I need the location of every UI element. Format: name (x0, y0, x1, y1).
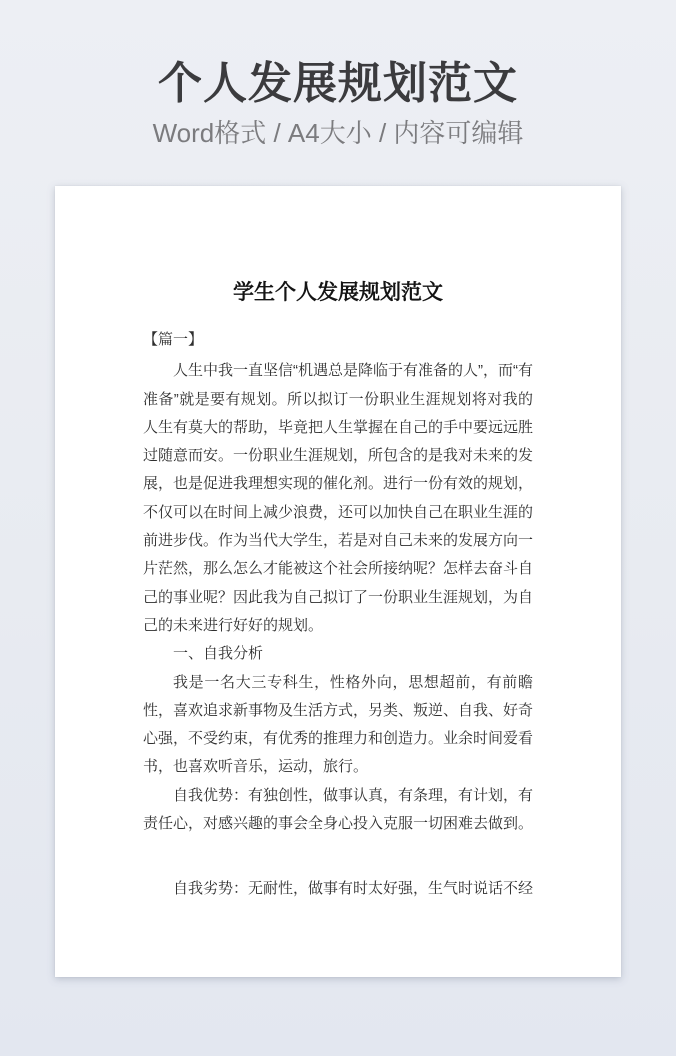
paragraph: 自我劣势：无耐性，做事有时太好强，生气时说话不经 (173, 880, 534, 898)
paragraph: 我是一名大三专科生，性格外向，思想超前，有前瞻性，喜欢追求新事物及生活方式，另类、叛逆、自我、好奇心强，不受约束，有优秀的推理力和创造力。业余时间爱看书，也喜欢听音乐，运动，旅行。 (143, 673, 534, 776)
document-preview-page[interactable] (55, 186, 621, 977)
paragraph: 一、自我分析 (173, 645, 264, 663)
paragraph: 人生中我一直坚信“机遇总是降临于有准备的人”，而“有准备”就是要有规划。所以拟订一份职业生涯规划将对我的人生有莫大的帮助，毕竟把人生掌握在自己的手中要远远胜过随意而安。一份职业生涯规划，所包含的是我对未来的发展，也是促进我理想实现的催化剂。进行一份有效的规划，不仅可以在时间上减少浪费，还可以加快自己在职业生涯的前进步伐。作为当代大学生，若是对自己未来的发展方向一片茫然，那么怎么才能被这个社会所接纳呢？怎样去奋斗自己的事业呢？因此我为自己拟订了一份职业生涯规划，为自己的未来进行好好的规划。 (143, 362, 534, 634)
document-body (143, 357, 533, 903)
document-title: 学生个人发展规划范文 (233, 280, 443, 304)
page-subtitle: Word格式 / A4大小 / 内容可编辑 (152, 118, 524, 148)
page-title: 个人发展规划范文 (158, 59, 518, 108)
header (0, 0, 676, 149)
section-label: 【篇一】 (143, 331, 204, 348)
paragraph-spacer (143, 838, 533, 875)
paragraph: 自我优势：有独创性，做事认真，有条理，有计划，有责任心，对感兴趣的事会全身心投入克服一切困难去做到。 (143, 786, 534, 833)
